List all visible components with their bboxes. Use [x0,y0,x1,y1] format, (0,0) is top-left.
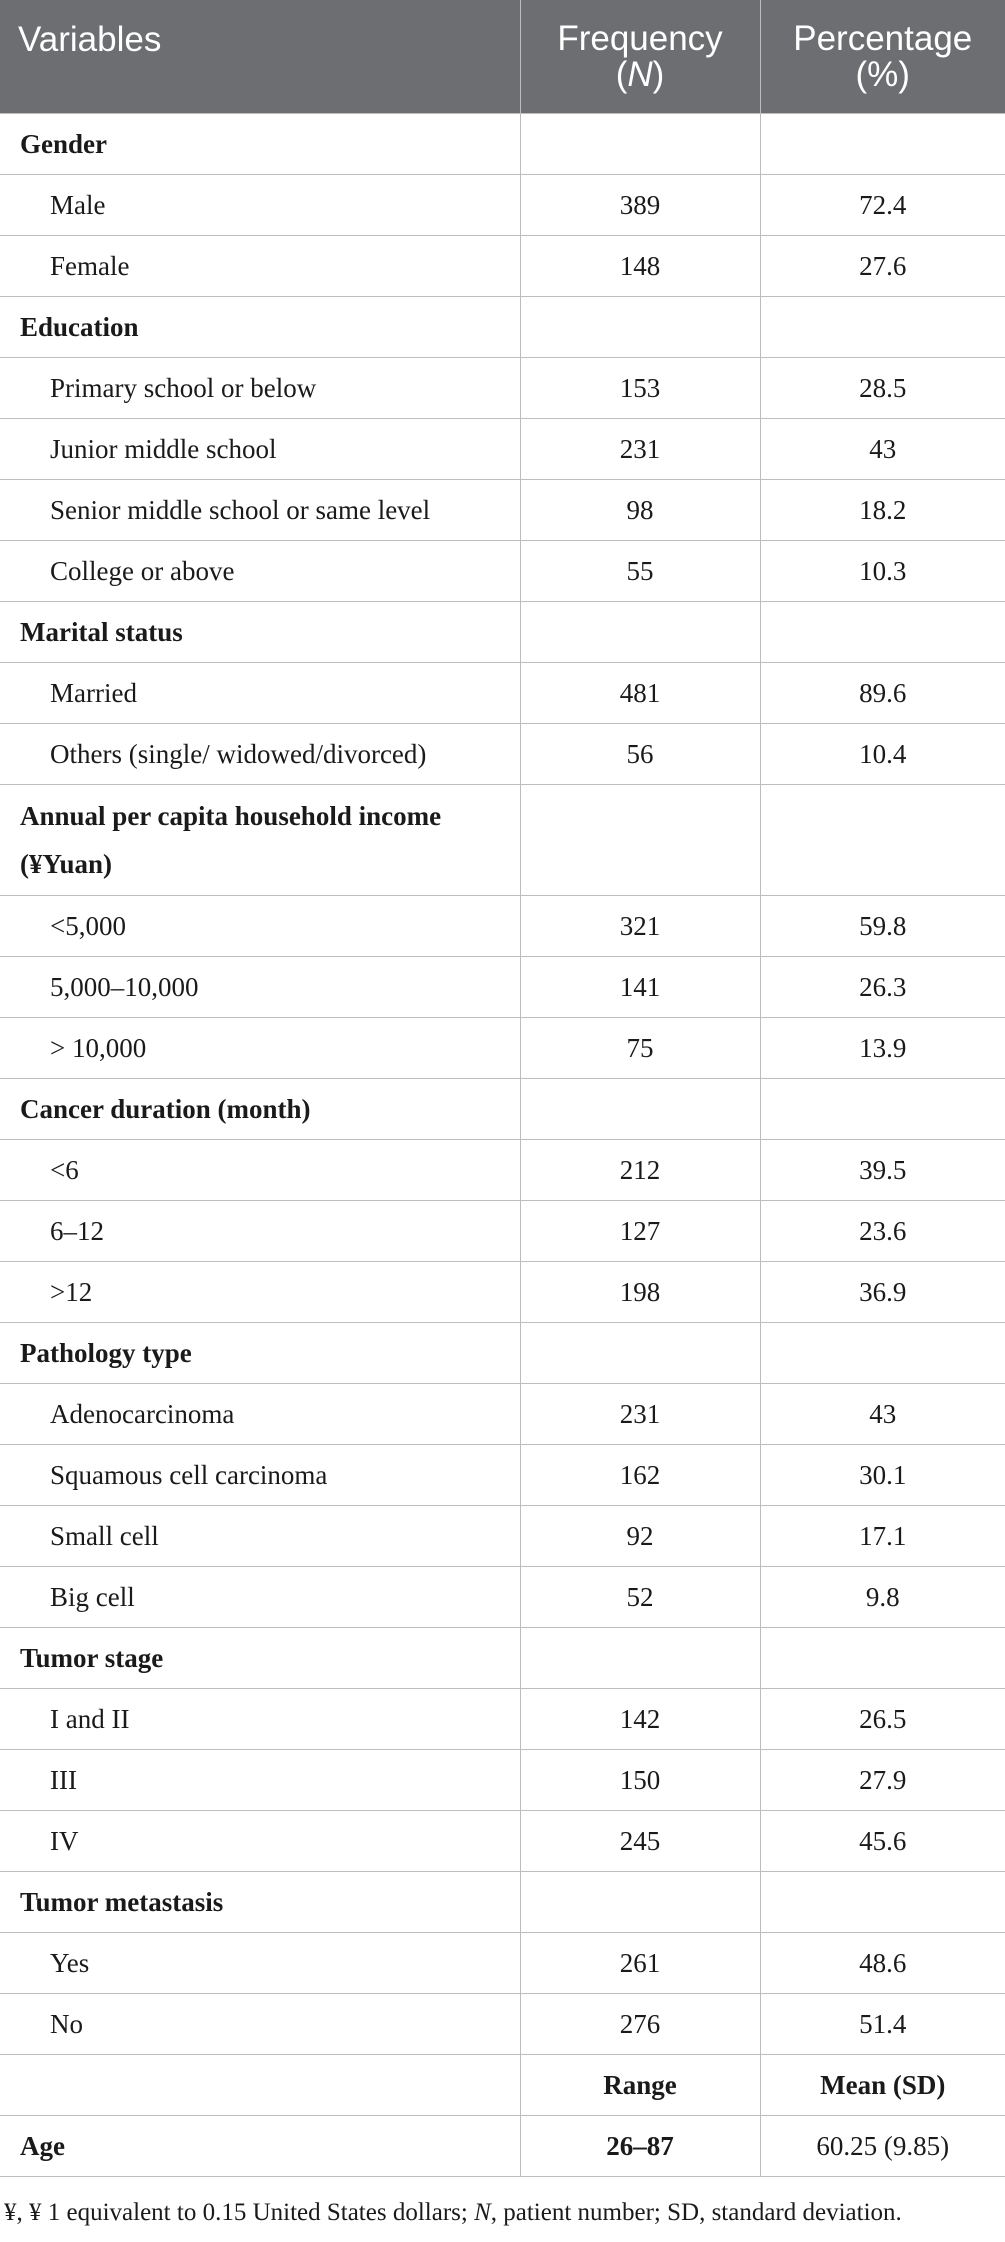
variable-cell: Cancer duration (month) [0,1079,520,1140]
variable-cell: Yes [0,1933,520,1994]
percentage-cell [760,1323,1005,1384]
percentage-cell [760,297,1005,358]
category-row [0,1079,1005,1140]
variable-cell: Senior middle school or same level [0,480,520,541]
percentage-cell [760,1079,1005,1140]
variable-cell: Big cell [0,1567,520,1628]
category-row [0,1323,1005,1384]
percentage-cell [760,785,1005,896]
table-row [0,1933,1005,1994]
subheader-row [0,2055,1005,2116]
percentage-cell: 72.4 [760,175,1005,236]
variable-cell: Education [0,297,520,358]
category-row [0,1628,1005,1689]
variable-cell: Others (single/ widowed/divorced) [0,724,520,785]
table-row [0,1445,1005,1506]
frequency-cell: 389 [520,175,760,236]
percentage-cell: 10.3 [760,541,1005,602]
frequency-cell: 150 [520,1750,760,1811]
frequency-cell: 481 [520,663,760,724]
frequency-cell [520,1323,760,1384]
table-row [0,480,1005,541]
table-row [0,1506,1005,1567]
table-row [0,541,1005,602]
variable-cell: <5,000 [0,896,520,957]
variable-cell: Age [0,2116,520,2177]
percentage-cell: 60.25 (9.85) [760,2116,1005,2177]
table-row [0,663,1005,724]
frequency-cell: 231 [520,419,760,480]
variable-cell: No [0,1994,520,2055]
table-row [0,896,1005,957]
variable-cell: College or above [0,541,520,602]
frequency-cell [520,1079,760,1140]
variable-cell: Annual per capita household income (¥Yuan) [0,785,520,896]
percentage-cell: 45.6 [760,1811,1005,1872]
variable-cell: > 10,000 [0,1018,520,1079]
table-row [0,957,1005,1018]
percentage-cell: 51.4 [760,1994,1005,2055]
percentage-cell: 89.6 [760,663,1005,724]
category-row [0,114,1005,175]
table-row [0,1201,1005,1262]
frequency-cell [520,297,760,358]
frequency-cell: 261 [520,1933,760,1994]
category-row [0,1872,1005,1933]
percentage-cell: 10.4 [760,724,1005,785]
percentage-cell: 13.9 [760,1018,1005,1079]
table-row [0,419,1005,480]
header-frequency: Frequency (N) [520,0,760,114]
frequency-cell [520,114,760,175]
frequency-cell: 142 [520,1689,760,1750]
header-row [0,0,1005,114]
percentage-cell: 30.1 [760,1445,1005,1506]
variable-cell: Tumor stage [0,1628,520,1689]
percentage-cell: 59.8 [760,896,1005,957]
frequency-cell [520,1872,760,1933]
variable-cell: 5,000–10,000 [0,957,520,1018]
frequency-cell [520,785,760,896]
frequency-cell: 148 [520,236,760,297]
header-frequency-unit: N [627,54,653,94]
percentage-cell [760,1872,1005,1933]
category-row [0,297,1005,358]
category-row [0,602,1005,663]
table-body [0,114,1005,2177]
variable-cell: IV [0,1811,520,1872]
table-row [0,1689,1005,1750]
frequency-cell: 52 [520,1567,760,1628]
table-row [0,1750,1005,1811]
percentage-cell [760,602,1005,663]
frequency-cell: 153 [520,358,760,419]
variable-cell: 6–12 [0,1201,520,1262]
frequency-cell [520,602,760,663]
frequency-cell: 55 [520,541,760,602]
table-header [0,0,1005,114]
variable-cell: Squamous cell carcinoma [0,1445,520,1506]
header-variables: Variables [0,0,520,114]
table-row [0,724,1005,785]
table-row [0,358,1005,419]
frequency-cell: 92 [520,1506,760,1567]
percentage-cell: 27.9 [760,1750,1005,1811]
percentage-cell: 48.6 [760,1933,1005,1994]
variable-cell: Primary school or below [0,358,520,419]
table-row [0,1262,1005,1323]
frequency-cell: 198 [520,1262,760,1323]
variable-cell: Small cell [0,1506,520,1567]
frequency-cell [520,1628,760,1689]
frequency-cell: 321 [520,896,760,957]
frequency-cell: 212 [520,1140,760,1201]
percentage-cell: Mean (SD) [760,2055,1005,2116]
percentage-cell [760,114,1005,175]
table-row [0,1567,1005,1628]
footnote-part1: ¥, ¥ 1 equivalent to 0.15 United States dollars; [4,2199,475,2226]
footnote-part2: , patient number; SD, standard deviation. [490,2199,902,2226]
variable-cell [0,2055,520,2116]
variable-cell: Married [0,663,520,724]
frequency-cell: 245 [520,1811,760,1872]
table-footnote [0,2199,1005,2227]
frequency-cell: 141 [520,957,760,1018]
header-percentage-unit: (%) [855,54,910,94]
frequency-cell: Range [520,2055,760,2116]
table-row [0,1994,1005,2055]
table-row [0,1018,1005,1079]
footnote-n: N [474,2199,491,2226]
variable-cell: Male [0,175,520,236]
percentage-cell: 26.5 [760,1689,1005,1750]
variable-cell: <6 [0,1140,520,1201]
table-row [0,1811,1005,1872]
percentage-cell: 17.1 [760,1506,1005,1567]
frequency-cell: 56 [520,724,760,785]
frequency-cell: 127 [520,1201,760,1262]
percentage-cell: 23.6 [760,1201,1005,1262]
variable-cell: III [0,1750,520,1811]
category-row [0,785,1005,896]
table-row [0,175,1005,236]
percentage-cell: 28.5 [760,358,1005,419]
header-percentage [760,0,1005,114]
percentage-cell [760,1628,1005,1689]
percentage-cell: 43 [760,1384,1005,1445]
variable-cell: Junior middle school [0,419,520,480]
percentage-cell: 43 [760,419,1005,480]
variable-cell: Adenocarcinoma [0,1384,520,1445]
table-row [0,1140,1005,1201]
frequency-cell: 162 [520,1445,760,1506]
table-row [0,236,1005,297]
variable-cell: Gender [0,114,520,175]
percentage-cell: 36.9 [760,1262,1005,1323]
header-frequency-label: Frequency [557,18,723,58]
variable-cell: Tumor metastasis [0,1872,520,1933]
percentage-cell: 9.8 [760,1567,1005,1628]
frequency-cell: 276 [520,1994,760,2055]
frequency-cell: 231 [520,1384,760,1445]
table-row [0,1384,1005,1445]
header-percentage-label: Percentage [793,18,973,58]
variable-cell: I and II [0,1689,520,1750]
percentage-cell: 26.3 [760,957,1005,1018]
frequency-cell: 98 [520,480,760,541]
frequency-cell: 75 [520,1018,760,1079]
variable-cell: Marital status [0,602,520,663]
variable-cell: Pathology type [0,1323,520,1384]
percentage-cell: 39.5 [760,1140,1005,1201]
percentage-cell: 27.6 [760,236,1005,297]
variable-cell: >12 [0,1262,520,1323]
variable-cell: Female [0,236,520,297]
frequency-cell: 26–87 [520,2116,760,2177]
percentage-cell: 18.2 [760,480,1005,541]
category-row [0,2116,1005,2177]
